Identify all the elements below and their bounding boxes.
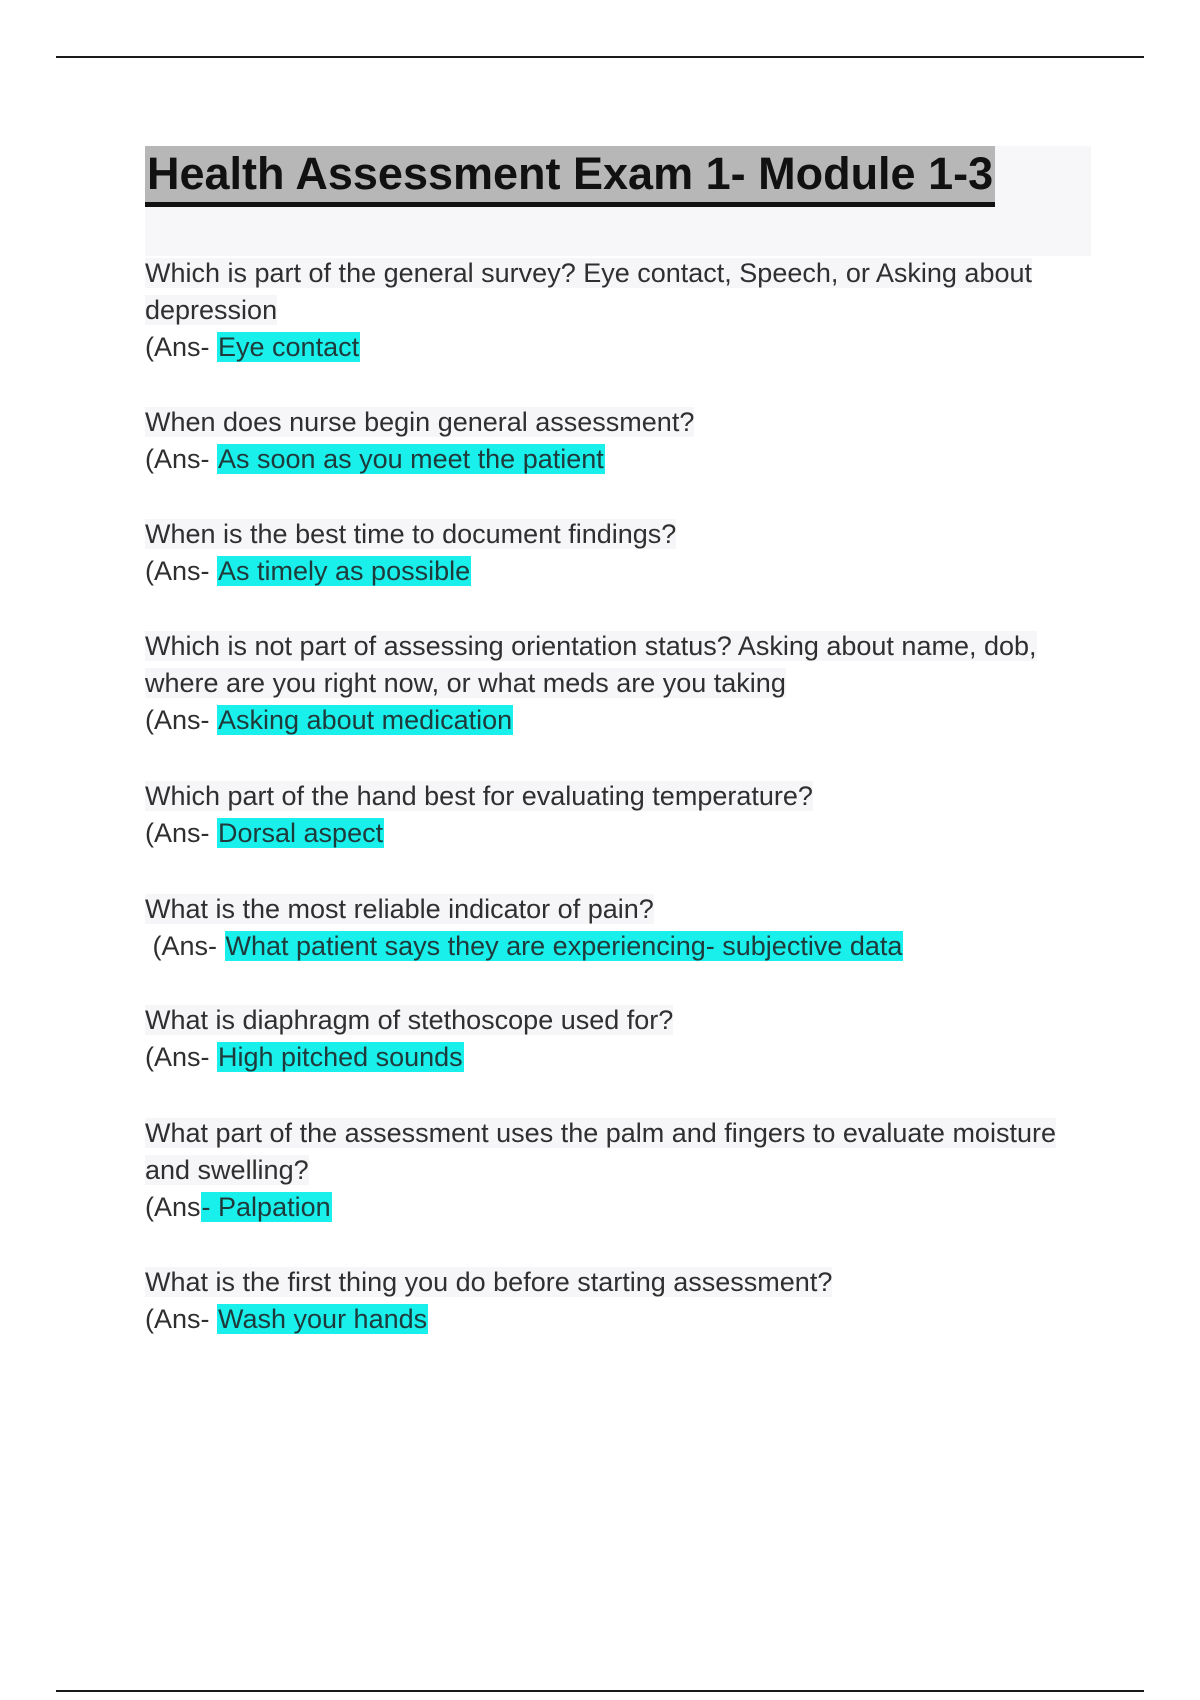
answer-prefix: (Ans <box>145 1192 201 1222</box>
answer-prefix: (Ans- <box>145 444 218 474</box>
answer-line <box>145 702 1080 739</box>
answer-line <box>145 1189 1080 1226</box>
qa-item-5 <box>145 778 1080 852</box>
answer-prefix: (Ans- <box>145 332 218 362</box>
answer-highlight: - Palpation <box>201 1192 331 1222</box>
qa-item-4 <box>145 628 1080 739</box>
answer-line <box>145 1039 1080 1076</box>
answer-line <box>145 553 1080 590</box>
answer-highlight: Eye contact <box>218 332 360 362</box>
qa-item-1 <box>145 255 1080 366</box>
qa-item-6 <box>145 891 1080 965</box>
answer-highlight: Wash your hands <box>218 1304 428 1334</box>
answer-prefix: (Ans- <box>145 818 218 848</box>
question-text: Which is part of the general survey? Eye contact, Speech, or Asking about depression <box>145 258 1032 325</box>
answer-line <box>145 1301 1080 1338</box>
question-text: When is the best time to document findings? <box>145 519 677 549</box>
question-text: When does nurse begin general assessment? <box>145 407 695 437</box>
answer-highlight: Asking about medication <box>218 705 513 735</box>
answer-prefix: (Ans- <box>145 1042 218 1072</box>
top-rule <box>56 56 1144 58</box>
question-text: What is the most reliable indicator of pain? <box>145 894 654 924</box>
qa-item-9 <box>145 1264 1080 1338</box>
document-title: Health Assessment Exam 1- Module 1-3 <box>145 146 995 207</box>
qa-item-8 <box>145 1115 1080 1226</box>
qa-item-3 <box>145 516 1080 590</box>
answer-highlight: What patient says they are experiencing- subjective data <box>225 931 903 961</box>
qa-item-2 <box>145 404 1080 478</box>
answer-highlight: High pitched sounds <box>218 1042 463 1072</box>
question-text: Which part of the hand best for evaluating temperature? <box>145 781 813 811</box>
bottom-rule <box>56 1690 1144 1692</box>
qa-item-7 <box>145 1002 1080 1076</box>
question-text: What is the first thing you do before starting assessment? <box>145 1267 833 1297</box>
question-text: What is diaphragm of stethoscope used for? <box>145 1005 674 1035</box>
answer-prefix: (Ans- <box>145 1304 218 1334</box>
answer-prefix: (Ans- <box>145 556 218 586</box>
answer-line <box>145 928 1080 965</box>
answer-prefix: (Ans- <box>145 705 218 735</box>
answer-highlight: Dorsal aspect <box>218 818 384 848</box>
answer-highlight: As soon as you meet the patient <box>218 444 604 474</box>
answer-line <box>145 815 1080 852</box>
answer-prefix: (Ans- <box>145 931 225 961</box>
answer-line <box>145 441 1080 478</box>
question-text: What part of the assessment uses the palm and fingers to evaluate moisture and swelling? <box>145 1118 1056 1185</box>
answer-line <box>145 329 1080 366</box>
answer-highlight: As timely as possible <box>218 556 471 586</box>
question-text: Which is not part of assessing orientation status? Asking about name, dob, where are you right now, or what meds are you taking <box>145 631 1037 698</box>
